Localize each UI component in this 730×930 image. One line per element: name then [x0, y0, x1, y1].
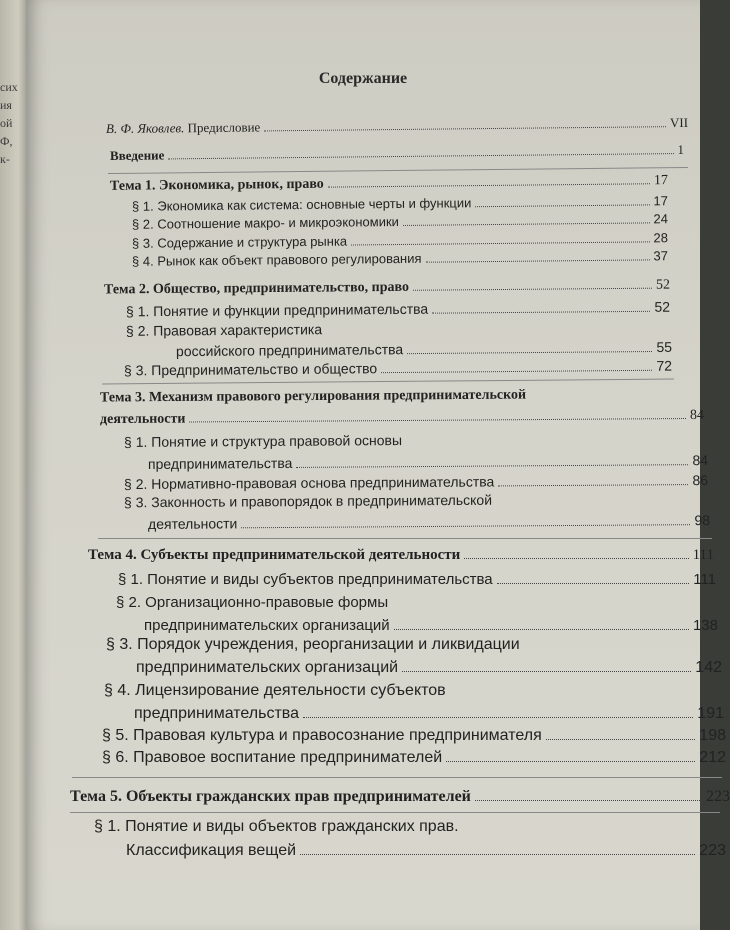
left-page-fragment: Ф, — [0, 134, 13, 148]
page-title: Содержание — [318, 70, 408, 87]
divider — [98, 538, 712, 539]
divider — [70, 812, 720, 813]
divider — [72, 777, 722, 778]
page-number: 1 — [677, 141, 685, 158]
toc-entry-topic-3-section-2 — [124, 472, 708, 493]
left-page-fragment: к- — [0, 152, 10, 166]
entry-title: § 5. Правовая культура и правосознание предпринимателя — [102, 727, 542, 744]
left-page-edge — [0, 0, 26, 930]
toc-entry-topic-5-section-1 — [126, 842, 726, 860]
left-page-fragment: ия — [0, 98, 12, 112]
page-number: 55 — [656, 338, 673, 355]
page-number: 24 — [653, 211, 669, 227]
entry-title: предпринимательских организаций — [144, 617, 390, 634]
dot-leader — [394, 629, 689, 630]
page-number: 86 — [692, 471, 709, 489]
page-number: 223 — [699, 842, 726, 859]
dot-leader — [303, 717, 693, 718]
toc-entry-topic-4-section-2-line-1: § 2. Организационно-правовые формы — [116, 594, 389, 611]
dot-leader — [351, 241, 649, 245]
toc-entry-topic-2-section-2-line-1: § 2. Правовая характеристика — [125, 321, 323, 339]
dot-leader — [432, 311, 650, 314]
page-number: 138 — [692, 617, 718, 634]
page-number: 111 — [692, 547, 714, 563]
dot-leader — [426, 259, 650, 262]
toc-entry-topic-2-section-1 — [126, 299, 670, 321]
dot-leader — [264, 126, 666, 131]
dot-leader — [475, 204, 649, 207]
toc-entry-topic-4-section-4-line-1: § 4. Лицензирование деятельности субъектов — [104, 682, 446, 699]
entry-title: деятельности — [99, 411, 186, 428]
toc-entry-topic-1-section-2 — [132, 211, 668, 233]
toc-entry-introduction — [110, 142, 684, 164]
dot-leader — [497, 583, 690, 584]
entry-title: российского предпринимательства — [175, 341, 404, 360]
entry-title: Тема 2. Общество, предпринимательство, право — [103, 279, 409, 298]
dot-leader — [413, 288, 652, 291]
toc-entry-topic-5 — [70, 788, 730, 806]
dot-leader — [189, 418, 686, 422]
toc-entry-topic-4-section-1 — [118, 571, 716, 588]
toc-entry-topic-4-section-5 — [102, 727, 726, 745]
divider — [102, 379, 674, 385]
entry-title: § 1. Понятие и функции предпринимательства — [125, 300, 429, 320]
entry-title: Тема 5. Объекты гражданских прав предпринимателей — [70, 788, 471, 805]
page-number: 212 — [699, 749, 726, 766]
left-page-text-fragments — [0, 78, 26, 168]
page-number: 84 — [689, 407, 705, 423]
entry-title: Классификация вещей — [126, 842, 297, 859]
dot-leader — [328, 183, 650, 187]
page-number: 198 — [699, 727, 726, 744]
toc-entry-topic-4 — [88, 547, 714, 564]
entry-title: § 3. Предпринимательство и общество — [123, 360, 378, 379]
toc-entry-topic-3 — [100, 408, 704, 428]
left-page-fragment: сих — [0, 80, 18, 94]
page-number: 72 — [656, 357, 673, 374]
toc-entry-topic-3-section-3 — [148, 512, 710, 533]
page-number: 84 — [692, 452, 709, 469]
dot-leader — [475, 800, 702, 801]
page-number: 17 — [653, 193, 669, 209]
book-page — [26, 0, 730, 930]
page-number: 142 — [695, 659, 722, 676]
toc-entry-topic-4-section-4 — [134, 705, 724, 723]
toc-entry-topic-4-section-6 — [102, 749, 726, 767]
dot-leader — [381, 370, 652, 373]
preface-author: В. Ф. Яковлев. — [105, 120, 185, 137]
page-number: 52 — [654, 298, 671, 315]
entry-title: предпринимательских организаций — [136, 659, 399, 676]
dot-leader — [241, 524, 690, 528]
page-number: 111 — [693, 571, 716, 588]
toc-entry-topic-1 — [110, 173, 668, 195]
page-number: VII — [669, 114, 689, 131]
page-number: 52 — [655, 277, 671, 293]
dot-leader — [403, 222, 650, 226]
left-page-fragment: ой — [0, 116, 13, 130]
dot-leader — [168, 153, 673, 159]
preface-title: Предисловие — [187, 119, 261, 136]
dot-leader — [464, 558, 688, 559]
page-number: 98 — [694, 512, 711, 529]
toc-entry-topic-2-section-2 — [176, 339, 672, 360]
entry-title: § 6. Правовое воспитание предпринимателей — [102, 749, 443, 766]
dot-leader — [296, 464, 688, 468]
toc-entry-topic-2 — [104, 278, 670, 299]
toc-entry-topic-4-section-2 — [144, 617, 718, 634]
toc-entry-topic-5-section-1-line-1: § 1. Понятие и виды объектов гражданских прав. — [94, 818, 459, 835]
dot-leader — [402, 671, 691, 672]
entry-title: предпринимательства — [147, 454, 293, 472]
toc-entry-preface — [106, 115, 688, 137]
entry-title: Тема 1. Экономика, рынок, право — [109, 176, 324, 194]
page-number: 223 — [706, 788, 730, 805]
page-number: 17 — [653, 173, 669, 189]
entry-title: § 4. Рынок как объект правового регулирования — [131, 250, 422, 269]
dot-leader — [300, 854, 695, 855]
toc-entry-topic-3-section-3-line-1: § 3. Законность и правопорядок в предпринимательской — [123, 491, 493, 511]
entry-title: Введение — [109, 147, 165, 164]
entry-title: § 2. Соотношение макро- и микроэкономики — [131, 214, 399, 232]
toc-entry-topic-1-section-4 — [132, 248, 668, 270]
toc-entry-topic-3-line-1: Тема 3. Механизм правового регулирования предпринимательской — [99, 387, 527, 406]
page-number: 28 — [653, 230, 669, 246]
toc-entry-topic-3-section-1-line-1: § 1. Понятие и структура правовой основы — [123, 432, 403, 450]
dot-leader — [546, 739, 696, 740]
dot-leader — [407, 351, 652, 354]
table-of-contents — [26, 0, 730, 930]
toc-entry-topic-2-section-3 — [124, 358, 672, 380]
entry-title: предпринимательства — [134, 705, 299, 722]
entry-title: § 3. Содержание и структура рынка — [131, 233, 348, 251]
entry-title: деятельности — [147, 515, 238, 532]
entry-title: § 1. Экономика как система: основные черты и функции — [131, 195, 472, 214]
toc-entry-topic-4-section-3 — [136, 659, 722, 677]
dot-leader — [446, 761, 695, 762]
entry-title: § 2. Нормативно-правовая основа предпринимательства — [123, 473, 495, 493]
entry-title: Тема 4. Субъекты предпринимательской деятельности — [88, 547, 461, 563]
entry-title: § 1. Понятие и виды субъектов предпринимательства — [118, 571, 493, 588]
page-number: 191 — [697, 705, 724, 722]
page-number: 37 — [653, 248, 669, 264]
toc-entry-topic-4-section-3-line-1: § 3. Порядок учреждения, реорганизации и ликвидации — [106, 636, 520, 653]
dot-leader — [498, 484, 688, 486]
toc-entry-topic-3-section-1 — [148, 452, 708, 473]
